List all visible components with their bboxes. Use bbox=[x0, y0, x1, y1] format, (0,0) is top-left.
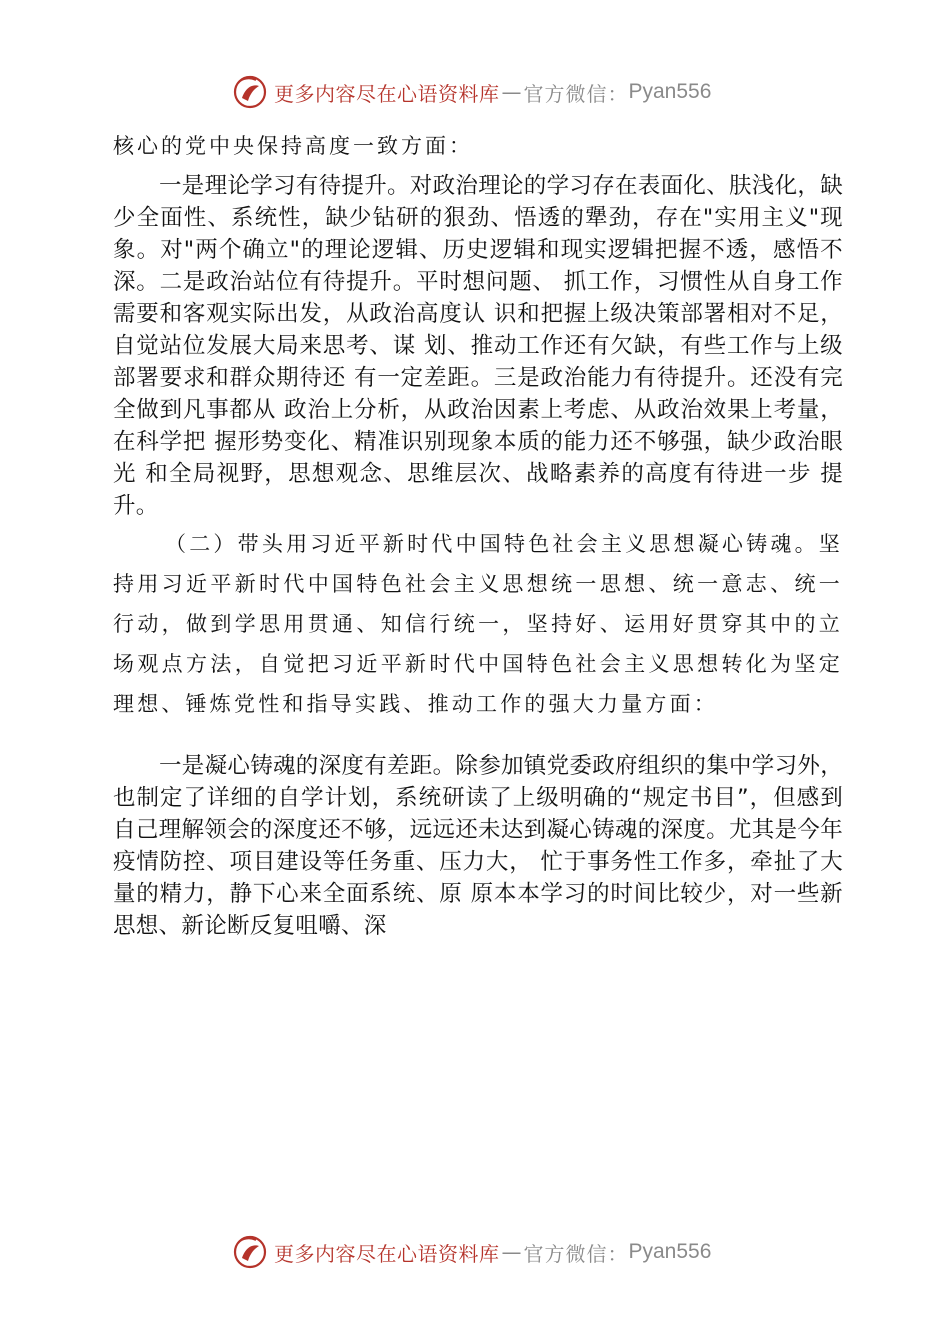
watermark-account-label: 官方微信： bbox=[523, 81, 629, 106]
paragraph-theory-study: 一是理论学习有待提升。对政治理论的学习存在表面化、肤浅化，缺少全面性、系统性，缺少钻研的狠劲、悟透的犟劲，存在"实用主义"现象。对"两个确立"的理论逻辑、历史逻辑和现实逻辑把握不透，感悟不深。二是政治站位有待提升。平时想问题、 抓工作，习惯性从自身工作需要和客观实际出发，从政治高度认 识和把握上级决策部署相对不足，自觉站位发展大局来思考、谋 划、推动工作还有欠缺，有些工作与上级部署要求和群众期待还 有一定差距。三是政治能力有待提升。还没有完全做到凡事都从 政治上分析，从政治因素上考虑、从政治效果上考量，在科学把 握形势变化、精准识别现象本质的能力还不够强，缺少政治眼光 和全局视野，思想观念、思维层次、战略素养的高度有待进一步 提升。 bbox=[113, 173, 844, 519]
watermark-dash: — bbox=[501, 80, 522, 104]
paragraph-depth-gap: 一是凝心铸魂的深度有差距。除参加镇党委政府组织的集中学习外，也制定了详细的自学计划，系统研读了上级明确的“规定书目”，但感到自己理解领会的深度还不够，远远还未达到凝心铸魂的深度。尤其是今年疫情防控、项目建设等任务重、压力大， 忙于事务性工作多，牵扯了大量的精力，静下心来全面系统、原 原本本学习的时间比较少，对一些新思想、新论断反复咀嚼、深 bbox=[113, 753, 844, 939]
watermark-account-id: Pyan556 bbox=[628, 80, 712, 103]
watermark-header bbox=[232, 72, 711, 112]
document-body bbox=[113, 126, 843, 942]
brand-logo-icon bbox=[232, 74, 268, 110]
watermark-account-id: Pyan556 bbox=[628, 1240, 712, 1263]
watermark-footer bbox=[232, 1232, 711, 1272]
watermark-account-label: 官方微信： bbox=[523, 1241, 629, 1266]
watermark-brand-text: 更多内容尽在心语资料库 bbox=[274, 1241, 500, 1266]
brand-logo-icon bbox=[232, 1234, 268, 1270]
intro-line: 核心的党中央保持高度一致方面： bbox=[113, 134, 473, 158]
watermark-dash: — bbox=[501, 1240, 522, 1264]
section-two-heading: （二）带头用习近平新时代中国特色社会主义思想凝心铸魂。坚持用习近平新时代中国特色社会主义思想统一思想、统一意志、统一行动，做到学思用贯通、知信行统一，坚持好、运用好贯穿其中的立场观点方法，自觉把习近平新时代中国特色社会主义思想转化为坚定理想、锤炼党性和指导实践、推动工作的强大力量方面： bbox=[113, 532, 843, 716]
watermark-brand-text: 更多内容尽在心语资料库 bbox=[274, 81, 500, 106]
